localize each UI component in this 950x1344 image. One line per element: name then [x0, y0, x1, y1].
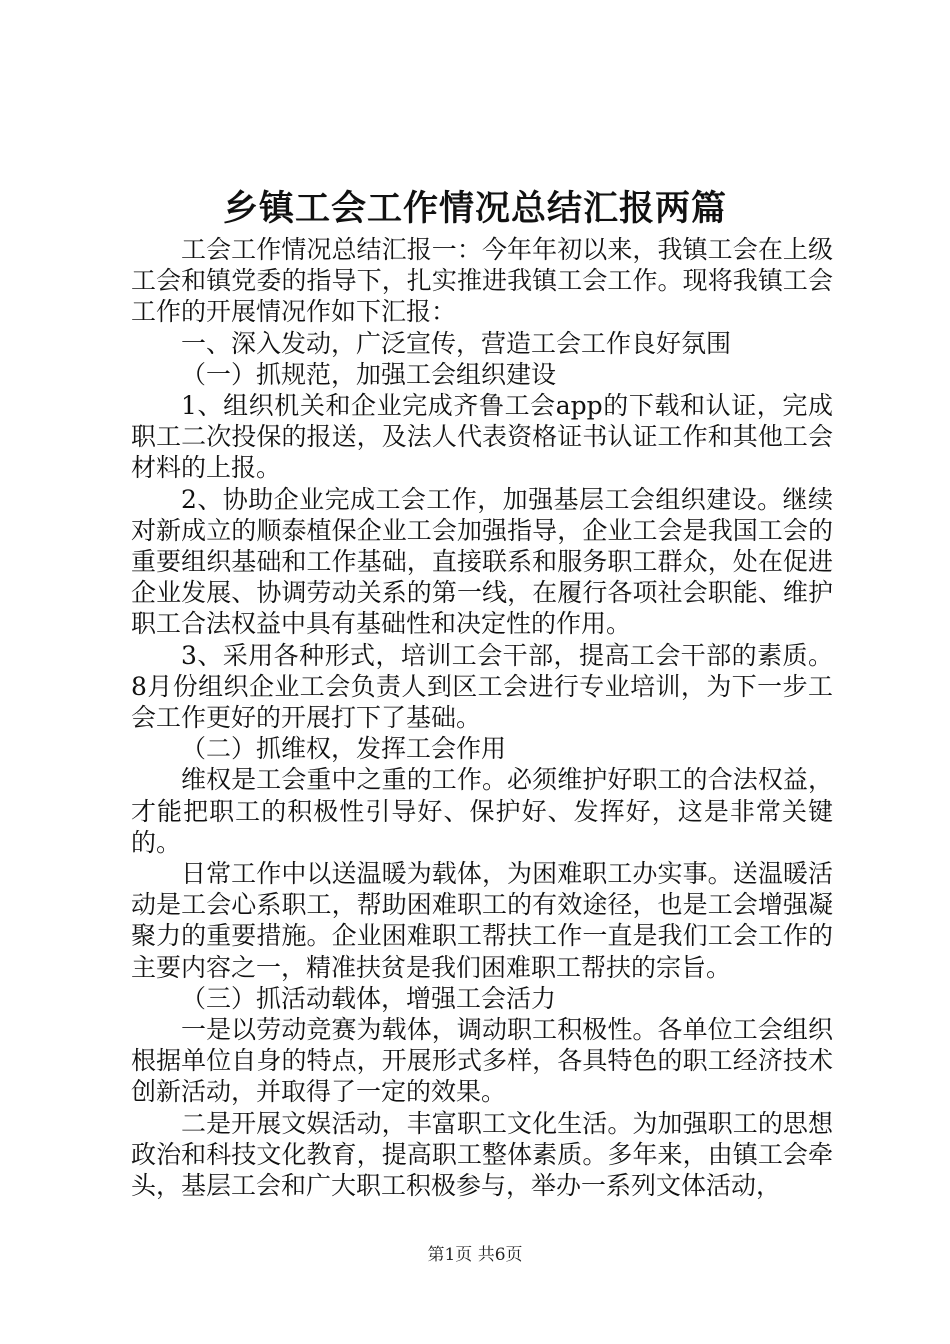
- paragraph-rights: 维权是工会重中之重的工作。必须维护好职工的合法权益，才能把职工的积极性引导好、保护好、发挥好，这是非常关键的。: [131, 765, 833, 857]
- paragraph-competition: 一是以劳动竞赛为载体，调动职工积极性。各单位工会组织根据单位自身的特点，开展形式多样，各具特色的职工经济技术创新活动，并取得了一定的效果。: [131, 1015, 833, 1107]
- section-heading-1: 一、深入发动，广泛宣传，营造工会工作良好氛围: [181, 328, 732, 358]
- paragraph-item-2: 2、协助企业完成工会工作，加强基层工会组织建设。继续对新成立的顺泰植保企业工会加强指导，企业工会是我国工会的重要组织基础和工作基础，直接联系和服务职工群众，处在促进企业发展、协调劳动关系的第一线，在履行各项社会职能、维护职工合法权益中具有基础性和决定性的作用。: [131, 484, 833, 639]
- subsection-heading-3: （三）抓活动载体，增强工会活力: [181, 983, 557, 1013]
- paragraph-item-1: 1、组织机关和企业完成齐鲁工会app的下载和认证，完成职工二次投保的报送，及法人代表资格证书认证工作和其他工会材料的上报。: [131, 391, 833, 483]
- paragraph-intro: 工会工作情况总结汇报一：今年年初以来，我镇工会在上级工会和镇党委的指导下，扎实推进我镇工会工作。现将我镇工会工作的开展情况作如下汇报：: [131, 235, 833, 327]
- paragraph-warmth: 日常工作中以送温暖为载体，为困难职工办实事。送温暖活动是工会心系职工，帮助困难职工的有效途径，也是工会增强凝聚力的重要措施。企业困难职工帮扶工作一直是我们工会工作的主要内容之一，精准扶贫是我们困难职工帮扶的宗旨。: [131, 859, 833, 982]
- document-body: [131, 234, 833, 1201]
- page-number-footer: 第1页 共6页: [427, 1245, 523, 1265]
- subsection-heading-1: （一）抓规范，加强工会组织建设: [181, 359, 557, 389]
- subsection-heading-2: （二）抓维权，发挥工会作用: [181, 734, 507, 764]
- paragraph-item-3: 3、采用各种形式，培训工会干部，提高工会干部的素质。8月份组织企业工会负责人到区工会进行专业培训，为下一步工会工作更好的开展打下了基础。: [131, 640, 833, 733]
- paragraph-culture: 二是开展文娱活动，丰富职工文化生活。为加强职工的思想政治和科技文化教育，提高职工整体素质。多年来，由镇工会牵头，基层工会和广大职工积极参与，举办一系列文体活动，: [131, 1108, 833, 1201]
- document-title: 乡镇工会工作情况总结汇报两篇: [222, 188, 727, 229]
